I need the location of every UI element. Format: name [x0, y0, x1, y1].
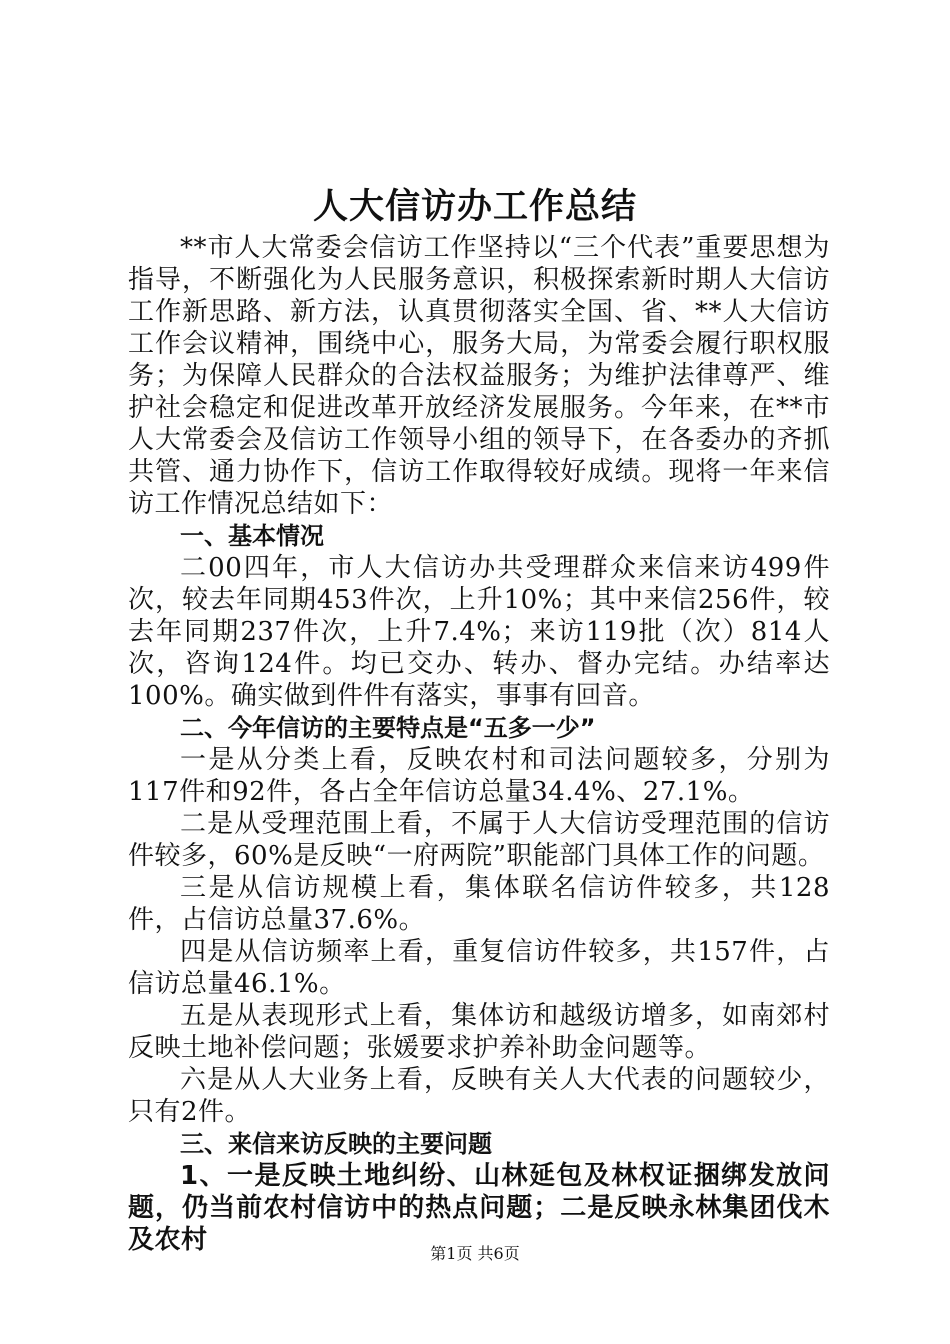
feature-item-5: 五是从表现形式上看，集体访和越级访增多，如南郊村反映土地补偿问题；张媛要求护养补助金问题等。 — [128, 1001, 830, 1063]
feature-item-2: 二是从受理范围上看，不属于人大信访受理范围的信访件较多，60%是反映“一府两院”职能部门具体工作的问题。 — [128, 809, 830, 871]
basic-situation-paragraph: 二00四年，市人大信访办共受理群众来信来访499件次，较去年同期453件次，上升10%；其中来信256件，较去年同期237件次，上升7.4%；来访119批（次）814人次，咨询124件。均已交办、转办、督办完结。办结率达100%。确实做到件件有落实，事事有回音。 — [128, 553, 830, 711]
section-heading-issues: 三、来信来访反映的主要问题 — [180, 1130, 492, 1158]
section-heading-features: 二、今年信访的主要特点是“五多一少” — [180, 714, 596, 742]
document-title: 人大信访办工作总结 — [312, 187, 637, 227]
feature-item-3: 三是从信访规模上看，集体联名信访件较多，共128件，占信访总量37.6%。 — [128, 873, 830, 935]
feature-item-6: 六是从人大业务上看，反映有关人大代表的问题较少，只有2件。 — [128, 1065, 830, 1127]
feature-item-1: 一是从分类上看，反映农村和司法问题较多，分别为117件和92件，各占全年信访总量34.4%、27.1%。 — [128, 745, 830, 807]
intro-paragraph: **市人大常委会信访工作坚持以“三个代表”重要思想为指导，不断强化为人民服务意识，积极探索新时期人大信访工作新思路、新方法，认真贯彻落实全国、省、**人大信访工作会议精神，围绕中心，服务大局，为常委会履行职权服务；为保障人民群众的合法权益服务；为维护法律尊严、维护社会稳定和促进改革开放经济发展服务。今年来，在**市人大常委会及信访工作领导小组的领导下，在各委办的齐抓共管、通力协作下，信访工作取得较好成绩。现将一年来信访工作情况总结如下： — [128, 233, 830, 519]
page-footer: 第1页 共6页 — [430, 1244, 520, 1263]
issues-paragraph: 1、一是反映土地纠纷、山林延包及林权证捆绑发放问题，仍当前农村信访中的热点问题；二是反映永林集团伐木及农村 — [128, 1161, 830, 1255]
feature-item-4: 四是从信访频率上看，重复信访件较多，共157件，占信访总量46.1%。 — [128, 937, 830, 999]
document-body — [128, 232, 830, 1256]
section-heading-basic: 一、基本情况 — [180, 522, 324, 550]
